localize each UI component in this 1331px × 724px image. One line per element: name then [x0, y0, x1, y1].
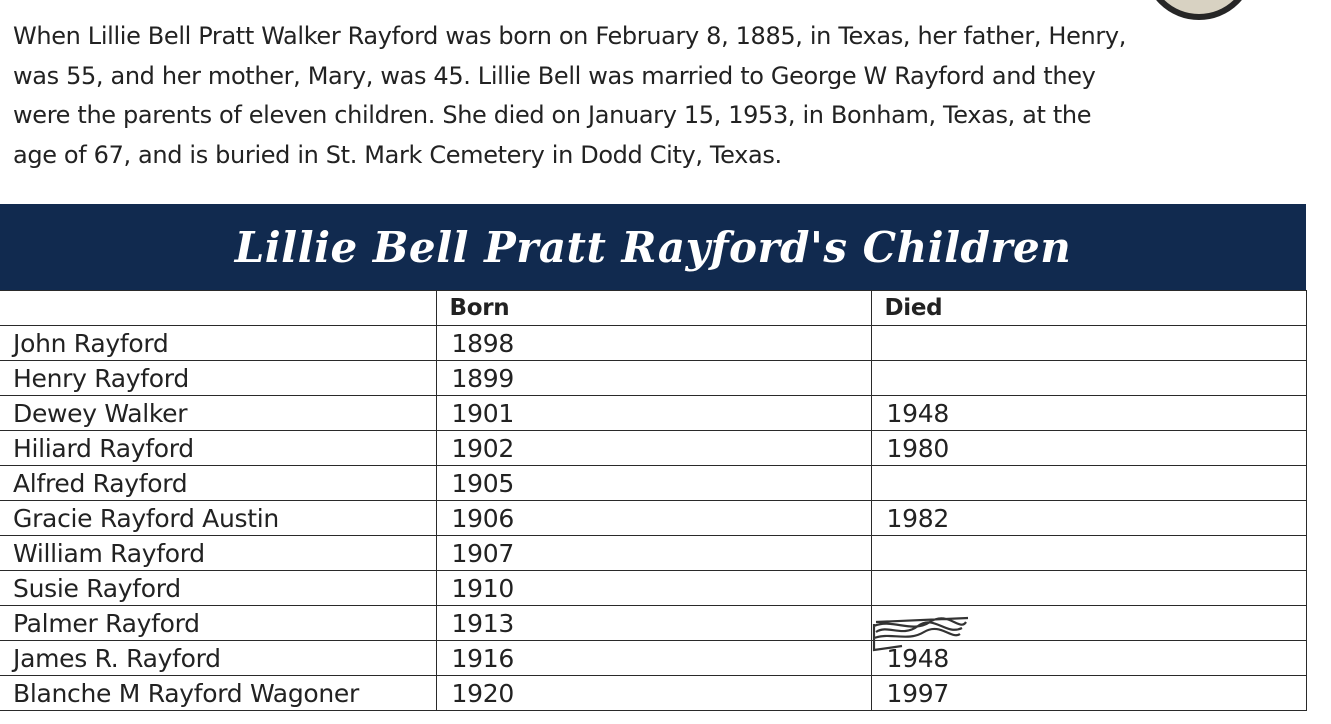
table-row: [0, 606, 1306, 641]
scribbled-out-mark: [872, 616, 970, 654]
table-row: [0, 396, 1306, 431]
bio-line: When Lillie Bell Pratt Walker Rayford was born on February 8, 1885, in Texas, her father, Henry,: [13, 22, 1127, 50]
child-name: Alfred Rayford: [0, 466, 436, 501]
born-year: 1905: [436, 466, 871, 501]
child-name: Dewey Walker: [0, 396, 436, 431]
born-year: 1906: [436, 501, 871, 536]
children-table-section: [0, 204, 1306, 711]
born-year: 1899: [436, 361, 871, 396]
died-year: [871, 466, 1306, 501]
child-name: Palmer Rayford: [0, 606, 436, 641]
child-name: Blanche M Rayford Wagoner: [0, 676, 436, 711]
table-row: [0, 501, 1306, 536]
born-year: 1920: [436, 676, 871, 711]
child-name: Henry Rayford: [0, 361, 436, 396]
child-name: William Rayford: [0, 536, 436, 571]
bio-paragraph: [13, 17, 1313, 175]
header-name: [0, 291, 436, 326]
died-year: [871, 571, 1306, 606]
died-year: [871, 361, 1306, 396]
died-year: [871, 536, 1306, 571]
child-name: James R. Rayford: [0, 641, 436, 676]
child-name: John Rayford: [0, 326, 436, 361]
born-year: 1898: [436, 326, 871, 361]
born-year: 1901: [436, 396, 871, 431]
died-year: 1982: [871, 501, 1306, 536]
child-name: Susie Rayford: [0, 571, 436, 606]
table-header-row: [0, 291, 1306, 326]
table-row: [0, 361, 1306, 396]
header-died: Died: [871, 291, 1306, 326]
table-row: [0, 676, 1306, 711]
bio-line: was 55, and her mother, Mary, was 45. Lillie Bell was married to George W Rayford and they: [13, 61, 1096, 90]
born-year: 1907: [436, 536, 871, 571]
header-born: Born: [436, 291, 871, 326]
died-year: 1980: [871, 431, 1306, 466]
died-year: 1948: [871, 641, 1306, 676]
born-year: 1916: [436, 641, 871, 676]
table-row: [0, 571, 1306, 606]
children-table: [0, 290, 1307, 711]
table-row: [0, 466, 1306, 501]
table-row: [0, 536, 1306, 571]
born-year: 1913: [436, 606, 871, 641]
table-title: Lillie Bell Pratt Rayford's Children: [0, 204, 1306, 290]
died-year: 1997: [871, 676, 1306, 711]
bio-line: age of 67, and is buried in St. Mark Cemetery in Dodd City, Texas.: [13, 140, 782, 169]
died-year: [871, 326, 1306, 361]
died-year: 1948: [871, 396, 1306, 431]
child-name: Gracie Rayford Austin: [0, 501, 436, 536]
born-year: 1902: [436, 431, 871, 466]
born-year: 1910: [436, 571, 871, 606]
table-row: [0, 641, 1306, 676]
table-row: [0, 431, 1306, 466]
bio-line: were the parents of eleven children. She died on January 15, 1953, in Bonham, Texas, at the: [13, 101, 1092, 129]
table-row: [0, 326, 1306, 361]
child-name: Hiliard Rayford: [0, 431, 436, 466]
